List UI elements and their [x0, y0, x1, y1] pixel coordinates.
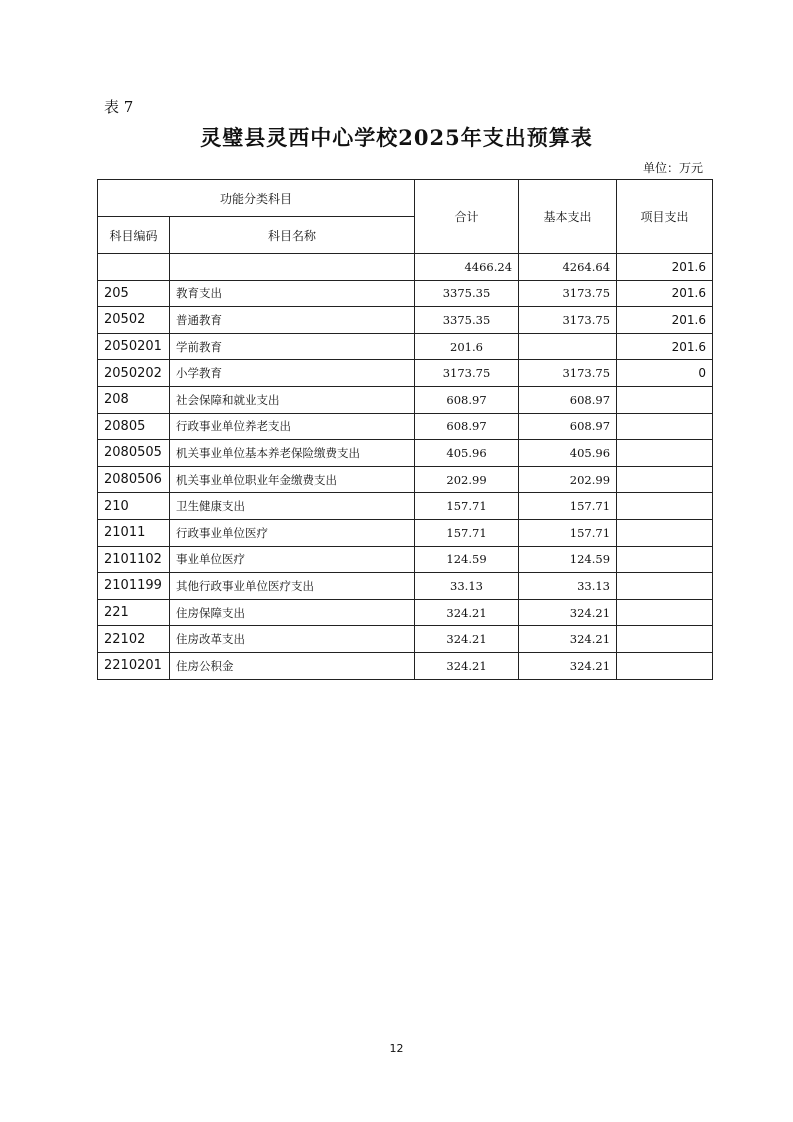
table-row	[98, 573, 713, 600]
cell-name: 小学教育	[170, 360, 415, 387]
cell-basic: 608.97	[519, 386, 617, 413]
cell-name: 住房公积金	[170, 652, 415, 679]
cell-name: 住房改革支出	[170, 626, 415, 653]
header-basic: 基本支出	[519, 180, 617, 254]
table-row	[98, 280, 713, 307]
table-row	[98, 413, 713, 440]
cell-basic	[519, 333, 617, 360]
cell-code: 208	[98, 386, 170, 413]
cell-code: 22102	[98, 626, 170, 653]
cell-code: 2050201	[98, 333, 170, 360]
cell-name: 卫生健康支出	[170, 493, 415, 520]
cell-name: 行政事业单位医疗	[170, 519, 415, 546]
cell-basic: 3173.75	[519, 307, 617, 334]
cell-total: 124.59	[415, 546, 519, 573]
cell-total: 3173.75	[415, 360, 519, 387]
table-row	[98, 360, 713, 387]
cell-code: 2050202	[98, 360, 170, 387]
cell-basic: 124.59	[519, 546, 617, 573]
table-label: 表 7	[104, 98, 134, 116]
page-number: 12	[389, 1042, 404, 1055]
cell-basic: 405.96	[519, 440, 617, 467]
cell-total: 201.6	[415, 333, 519, 360]
cell-name: 住房保障支出	[170, 599, 415, 626]
cell-code: 21011	[98, 519, 170, 546]
cell-project: 201.6	[617, 280, 713, 307]
cell-code: 205	[98, 280, 170, 307]
cell-basic: 157.71	[519, 519, 617, 546]
budget-table	[97, 179, 713, 680]
cell-code: 221	[98, 599, 170, 626]
cell-basic: 324.21	[519, 626, 617, 653]
cell-basic: 324.21	[519, 652, 617, 679]
cell-project: 201.6	[617, 307, 713, 334]
cell-name: 社会保障和就业支出	[170, 386, 415, 413]
cell-total: 4466.24	[415, 254, 519, 281]
page-title: 灵璧县灵西中心学校2025年支出预算表	[200, 125, 593, 150]
cell-code: 210	[98, 493, 170, 520]
table-row	[98, 626, 713, 653]
cell-code: 2101199	[98, 573, 170, 600]
header-row-top	[98, 180, 713, 217]
cell-total: 157.71	[415, 493, 519, 520]
cell-name: 事业单位医疗	[170, 546, 415, 573]
table-row	[98, 254, 713, 281]
cell-basic: 202.99	[519, 466, 617, 493]
header-functional: 功能分类科目	[98, 180, 415, 217]
cell-code: 2210201	[98, 652, 170, 679]
cell-project	[617, 386, 713, 413]
table-row	[98, 466, 713, 493]
cell-project	[617, 466, 713, 493]
cell-name: 行政事业单位养老支出	[170, 413, 415, 440]
table-row	[98, 333, 713, 360]
cell-name: 普通教育	[170, 307, 415, 334]
cell-total: 3375.35	[415, 280, 519, 307]
table-row	[98, 599, 713, 626]
cell-code: 20502	[98, 307, 170, 334]
cell-total: 405.96	[415, 440, 519, 467]
cell-total: 157.71	[415, 519, 519, 546]
table-body	[98, 254, 713, 680]
cell-code	[98, 254, 170, 281]
table-row	[98, 519, 713, 546]
table-row	[98, 493, 713, 520]
cell-code: 2101102	[98, 546, 170, 573]
table-row	[98, 307, 713, 334]
cell-basic: 4264.64	[519, 254, 617, 281]
table-row	[98, 386, 713, 413]
cell-project	[617, 652, 713, 679]
cell-total: 202.99	[415, 466, 519, 493]
header-code: 科目编码	[98, 217, 170, 254]
cell-basic: 157.71	[519, 493, 617, 520]
cell-basic: 324.21	[519, 599, 617, 626]
cell-project	[617, 440, 713, 467]
cell-total: 3375.35	[415, 307, 519, 334]
table-row	[98, 652, 713, 679]
cell-project: 201.6	[617, 254, 713, 281]
cell-name: 学前教育	[170, 333, 415, 360]
cell-total: 324.21	[415, 652, 519, 679]
cell-name: 机关事业单位职业年金缴费支出	[170, 466, 415, 493]
cell-basic: 3173.75	[519, 360, 617, 387]
cell-basic: 3173.75	[519, 280, 617, 307]
unit-label: 单位：万元	[642, 161, 703, 175]
table-row	[98, 546, 713, 573]
cell-project	[617, 599, 713, 626]
cell-name: 教育支出	[170, 280, 415, 307]
cell-total: 608.97	[415, 413, 519, 440]
cell-total: 33.13	[415, 573, 519, 600]
cell-code: 2080505	[98, 440, 170, 467]
cell-code: 2080506	[98, 466, 170, 493]
cell-code: 20805	[98, 413, 170, 440]
cell-total: 324.21	[415, 626, 519, 653]
cell-project	[617, 493, 713, 520]
cell-name: 其他行政事业单位医疗支出	[170, 573, 415, 600]
cell-project	[617, 413, 713, 440]
cell-name: 机关事业单位基本养老保险缴费支出	[170, 440, 415, 467]
cell-name	[170, 254, 415, 281]
cell-project: 201.6	[617, 333, 713, 360]
header-project: 项目支出	[617, 180, 713, 254]
header-total: 合计	[415, 180, 519, 254]
cell-project: 0	[617, 360, 713, 387]
cell-project	[617, 546, 713, 573]
cell-basic: 608.97	[519, 413, 617, 440]
header-name: 科目名称	[170, 217, 415, 254]
cell-project	[617, 573, 713, 600]
cell-total: 608.97	[415, 386, 519, 413]
cell-basic: 33.13	[519, 573, 617, 600]
cell-project	[617, 519, 713, 546]
table-row	[98, 440, 713, 467]
cell-project	[617, 626, 713, 653]
cell-total: 324.21	[415, 599, 519, 626]
